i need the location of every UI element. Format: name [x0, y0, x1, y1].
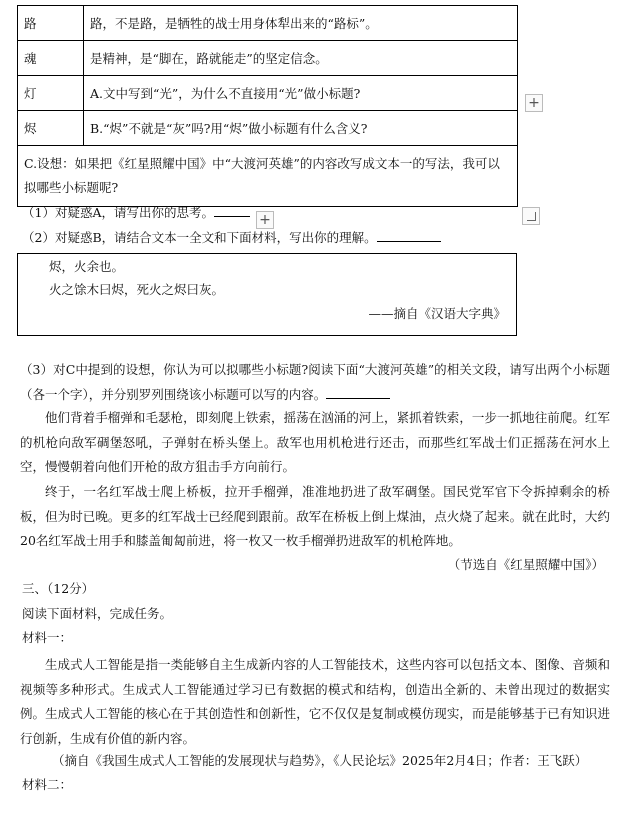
- row-key: 烬: [18, 111, 84, 146]
- row-key: 路: [18, 6, 84, 41]
- passage-source: （节选自《红星照耀中国》）: [447, 557, 604, 572]
- question-1: [22, 204, 250, 222]
- answer-blank[interactable]: [377, 229, 441, 242]
- question-3: [20, 358, 610, 407]
- table-row: [18, 6, 518, 41]
- dictionary-line-1: 烬，火余也。: [49, 259, 125, 274]
- row-text: B.“烬”不就是“灰”吗?用“烬”做小标题有什么含义?: [84, 111, 518, 146]
- dictionary-source: ——摘自《汉语大字典》: [368, 306, 506, 321]
- section-heading: 三、（12分）: [22, 581, 95, 596]
- row-text: 是精神，是“脚在，路就能走”的坚定信念。: [84, 41, 518, 76]
- table-row: [18, 41, 518, 76]
- row-key: 魂: [18, 41, 84, 76]
- material-2-label: 材料二：: [22, 777, 73, 792]
- table-row: [18, 146, 518, 207]
- dictionary-line-2: 火之馀木曰烬，死火之烬曰灰。: [49, 282, 225, 297]
- material-1-source: （摘自《我国生成式人工智能的发展现状与趋势》，《人民论坛》2025年2月4日；作者：王飞跃）: [52, 753, 588, 768]
- question-c: C.设想：如果把《红星照耀中国》中“大渡河英雄”的内容改写成文本一的写法，我可以拟哪些小标题呢?: [18, 146, 518, 207]
- row-key: 灯: [18, 76, 84, 111]
- row-text: 路，不是路，是牺牲的战士用身体犁出来的“路标”。: [84, 6, 518, 41]
- question-2-text: （2）对疑惑B，请结合文本一全文和下面材料，写出你的理解。: [22, 230, 377, 245]
- question-table: [17, 5, 518, 207]
- section-instruction: 阅读下面材料，完成任务。: [22, 606, 173, 621]
- question-2: [22, 229, 441, 247]
- add-column-icon[interactable]: +: [256, 211, 274, 229]
- question-3-text: （3）对C中提到的设想，你认为可以拟哪些小标题?阅读下面“大渡河英雄”的相关文段，请写出两个小标题（各一个字），并分别罗列围绕该小标题可以写的内容。: [20, 362, 610, 402]
- table-row: [18, 111, 518, 146]
- answer-blank[interactable]: [214, 204, 250, 217]
- passage-paragraph-1: 他们背着手榴弹和毛瑟枪，即刻爬上铁索，摇荡在汹涌的河上，紧抓着铁索，一步一抓地往前爬。红军的机枪向敌军碉堡怒吼，子弹射在桥头堡上。敌军也用机枪进行还击，而那些红军战士们正摇荡在河水上空，慢慢朝着向他们开枪的敌方狙击手方向前行。: [20, 410, 610, 474]
- table-resize-handle-icon[interactable]: [522, 207, 540, 225]
- row-text: A.文中写到“光”，为什么不直接用“光”做小标题?: [84, 76, 518, 111]
- passage-paragraph-2: 终于，一名红军战士爬上桥板，拉开手榴弹，准准地扔进了敌军碉堡。国民党军官下令拆掉剩余的桥板，但为时已晚。更多的红军战士已经爬到跟前。敌军在桥板上倒上煤油，点火烧了起来。就在此时，大约20名红军战士用手和膝盖匍匐前进，将一枚又一枚手榴弹扔进敌军的机枪阵地。: [20, 484, 610, 548]
- table-row: [18, 76, 518, 111]
- question-1-text: （1）对疑惑A，请写出你的思考。: [22, 205, 214, 220]
- add-row-icon[interactable]: +: [525, 94, 543, 112]
- dictionary-quote-box: [17, 253, 517, 336]
- material-1-label: 材料一：: [22, 630, 73, 645]
- material-1-text: 生成式人工智能是指一类能够自主生成新内容的人工智能技术，这些内容可以包括文本、图像、音频和视频等多种形式。生成式人工智能通过学习已有数据的模式和结构，创造出全新的、未曾出现过的数据实例。生成式人工智能的核心在于其创造性和创新性，它不仅仅是复制或模仿现实，而是能够基于已有知识进行创新，生成有价值的新内容。: [20, 657, 610, 746]
- answer-blank[interactable]: [326, 386, 390, 399]
